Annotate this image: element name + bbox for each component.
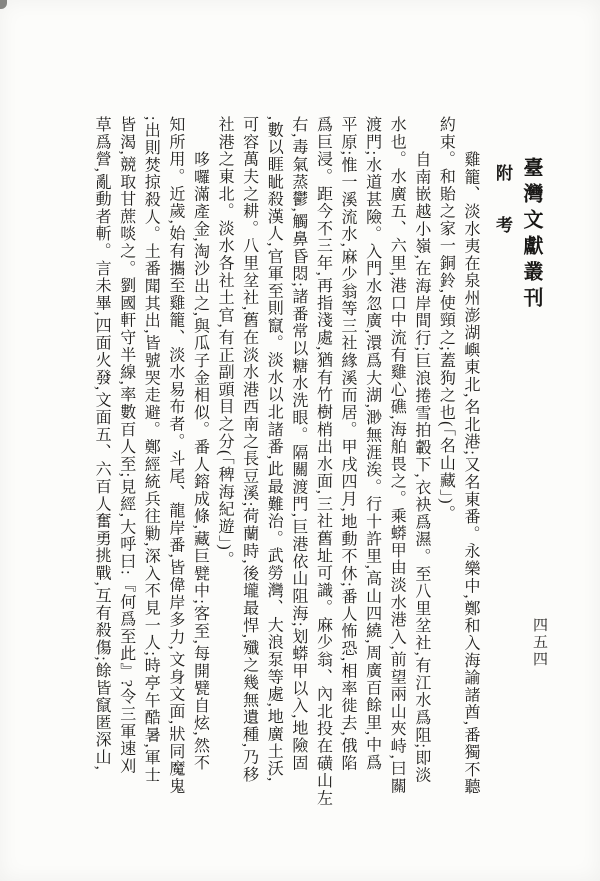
scan-artifact-corner [0, 0, 7, 9]
text-column: 渡門;水道甚險。入門水忽廣,澴爲大湖,渺無涯涘。行十許里,高山四繞,周廣百餘里,中爲 [363, 116, 381, 772]
text-column: ,數以睚眦殺漢人,官軍至則竄。淡水以北諸番,此最難治。武勞灣、大浪泵等處,地廣土沃, [265, 116, 283, 783]
text-column: 知所用。近歲,始有攜至雞籠、淡水易布者。斗尾、龍岸番,皆偉岸多力,文身文面,狀同魔鬼 [166, 116, 184, 795]
text-column: ;出則焚掠殺人。土番聞其出,皆號哭走避。鄭經統兵往勦,深入不見一人;時亭午酷暑,軍士 [142, 116, 160, 784]
text-column: 皆渴,競取甘蔗啖之。劉國軒守半線,率數百人至;見經,大呼曰:『何爲至此』?令三軍速刈 [117, 116, 135, 775]
text-column: 社港之東北。淡水各社土官,有正副頭目之分(「稗海紀遊」)。 [216, 116, 234, 569]
page-number: 四五四 [531, 617, 547, 668]
series-header-title: 臺灣文獻叢刊 [520, 157, 542, 313]
text-column: 草爲營,亂動者斬。言未畢,四面火發,文面五、六百人奮勇挑戰,互有殺傷;餘皆竄匿深山, [93, 116, 111, 772]
text-column: 哆囉滿產金,淘沙出之,與瓜子金相似。番人鎔成條,藏巨甓中;客至,每開甓自炫,然不 [191, 151, 209, 772]
text-column: 平原;惟一溪流水,麻少翁等三社緣溪而居。甲戌四月,地動不休;番人怖恐,相率徙去,俄陷 [339, 116, 357, 772]
text-column: 水也。水廣五、六里,港口中流有雞心礁,海舶畏之。乘蟒甲由淡水港入,前望兩山夾峙,曰關 [388, 116, 406, 795]
text-column: 可容萬夫之耕。八里坌社,舊在淡水港西南之長豆溪;荷蘭時,後壠最悍,殲之幾無遺種,乃移 [240, 116, 258, 784]
text-column: 右,毒氣蒸鬱,觸鼻昏悶;諸番常以糖水洗眼。隔關渡門,巨港依山阻海;划蟒甲以入,地險固 [289, 116, 307, 772]
text-column: 自南嵌越小嶺,在海岸間行;巨浪捲雪拍轂下,衣袂爲濕。至八里坌社,有江水爲阻;即淡 [412, 151, 430, 784]
section-heading: 附 考 [493, 164, 512, 242]
body-columns [89, 116, 483, 816]
text-column: 約束。和貽之家一銅鈴,使頸之;蓋狗之也(「名山藏」)。 [437, 116, 455, 523]
text-column: 爲巨浸。距今不三年,再指淺處,猶有竹樹梢出水面,三社舊址可識。麻少翁、內北投在磺山左 [314, 116, 332, 807]
text-column: 雞籠、淡水夷在泉州澎湖嶼東北,名北港;又名東番。永樂中,鄭和入海諭諸酋,番獨不聽 [462, 151, 479, 796]
